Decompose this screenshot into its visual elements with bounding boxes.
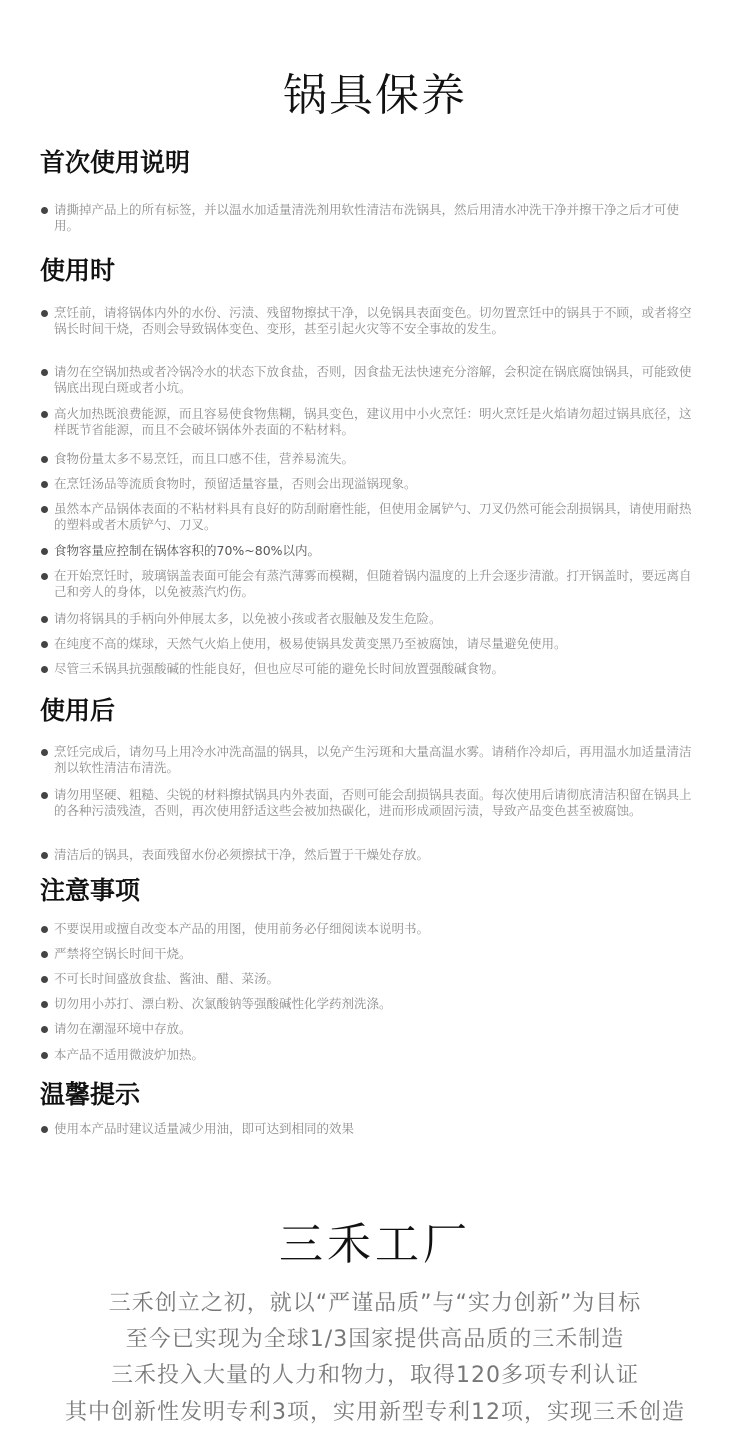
footer-line: 三禾投入大量的人力和物力，取得120多项专利认证 xyxy=(111,1363,639,1388)
bullet-icon xyxy=(41,310,48,317)
section-heading-precautions: 注意事项 xyxy=(40,876,141,905)
footer-line: 三禾创立之初，就以“严谨品质”与“实力创新”为目标 xyxy=(108,1291,642,1316)
bullet-icon xyxy=(41,1026,48,1033)
bullet-icon xyxy=(41,207,48,214)
list-item: 请勿将锅具的手柄向外伸展太多，以免被小孩或者衣服触及发生危险。 xyxy=(40,611,700,627)
bullet-icon xyxy=(41,411,48,418)
list-item: 烹饪完成后，请勿马上用冷水冲洗高温的锅具，以免产生污斑和大量高温水雾。请稍作冷却后，再用温水加适量清洁剂以软性清洁布清洗。 xyxy=(40,744,700,776)
bullet-icon xyxy=(41,456,48,463)
bullet-icon xyxy=(41,573,48,580)
list-item: 在纯度不高的煤球，天然气火焰上使用，极易使锅具发黄变黑乃至被腐蚀，请尽量避免使用。 xyxy=(40,636,700,652)
list-item: 烹饪前，请将锅体内外的水份、污渍、残留物擦拭干净，以免锅具表面变色。切勿置烹饪中的锅具于不顾，或者将空锅长时间干烧，否则会导致锅体变色、变形，甚至引起火灾等不安全事故的发生。 xyxy=(40,305,700,337)
list-item: 不要误用或擅自改变本产品的用图，使用前务必仔细阅读本说明书。 xyxy=(40,921,700,937)
bullet-icon xyxy=(41,976,48,983)
page-title: 锅具保养 xyxy=(283,70,467,121)
footer-line: 其中创新性发明专利3项，实用新型专利12项，实现三禾创造 xyxy=(65,1400,685,1425)
bullet-icon xyxy=(41,616,48,623)
bullet-icon xyxy=(41,951,48,958)
list-item: 高火加热既浪费能源，而且容易使食物焦糊，锅具变色，建议用中小火烹饪：明火烹饪是火焰请勿超过锅具底径，这样既节省能源，而且不会破坏锅体外表面的不粘材料。 xyxy=(40,406,700,438)
footer-title: 三禾工厂 xyxy=(279,1219,471,1270)
section-heading-first-use: 首次使用说明 xyxy=(40,148,191,177)
bullet-icon xyxy=(41,666,48,673)
list-item: 使用本产品时建议适量减少用油，即可达到相同的效果 xyxy=(40,1121,700,1137)
list-item: 清洁后的锅具，表面残留水份必须擦拭干净，然后置于干燥处存放。 xyxy=(40,847,700,863)
list-item: 食物份量太多不易烹饪，而且口感不佳，营养易流失。 xyxy=(40,451,700,467)
bullet-icon xyxy=(41,548,48,555)
list-item: 虽然本产品锅体表面的不粘材料具有良好的防刮耐磨性能，但使用金属铲勺、刀叉仍然可能会刮损锅具，请使用耐热的塑料或者木质铲勺、刀叉。 xyxy=(40,501,700,533)
list-item: 请勿用坚硬、粗糙、尖锐的材料擦拭锅具内外表面，否则可能会刮损锅具表面。每次使用后请彻底清洁积留在锅具上的各种污渍残渣，否则，再次使用舒适这些会被加热碳化，进而形成顽固污渍，导致产品变色甚至被腐蚀。 xyxy=(40,787,700,819)
bullet-icon xyxy=(41,1001,48,1008)
bullet-icon xyxy=(41,369,48,376)
list-item: 本产品不适用微波炉加热。 xyxy=(40,1047,700,1063)
bullet-icon xyxy=(41,926,48,933)
list-item: 请撕掉产品上的所有标签，并以温水加适量清洗剂用软性清洁布洗锅具，然后用清水冲洗干净并擦干净之后才可使用。 xyxy=(40,202,700,234)
list-item: 食物容量应控制在锅体容积的70%~80%以内。 xyxy=(40,543,700,559)
bullet-icon xyxy=(41,481,48,488)
list-item: 在烹饪汤品等流质食物时，预留适量容量，否则会出现溢锅现象。 xyxy=(40,476,700,492)
footer-line: 至今已实现为全球1/3国家提供高品质的三禾制造 xyxy=(125,1327,625,1352)
bullet-icon xyxy=(41,1126,48,1133)
bullet-icon xyxy=(41,506,48,513)
list-item: 切勿用小苏打、漂白粉、次氯酸钠等强酸碱性化学药剂洗涤。 xyxy=(40,996,700,1012)
list-item: 请勿在潮湿环境中存放。 xyxy=(40,1021,700,1037)
bullet-icon xyxy=(41,792,48,799)
bullet-icon xyxy=(41,749,48,756)
section-heading-during-use: 使用时 xyxy=(40,256,116,285)
bullet-icon xyxy=(41,1052,48,1059)
list-item: 不可长时间盛放食盐、酱油、醋、菜汤。 xyxy=(40,971,700,987)
list-item: 尽管三禾锅具抗强酸碱的性能良好，但也应尽可能的避免长时间放置强酸碱食物。 xyxy=(40,661,700,677)
list-item: 请勿在空锅加热或者冷锅冷水的状态下放食盐，否则，因食盐无法快速充分溶解，会积淀在锅底腐蚀锅具，可能致使锅底出现白斑或者小坑。 xyxy=(40,364,700,396)
section-heading-after-use: 使用后 xyxy=(40,696,116,725)
list-item: 严禁将空锅长时间干烧。 xyxy=(40,946,700,962)
bullet-icon xyxy=(41,852,48,859)
bullet-icon xyxy=(41,641,48,648)
list-item: 在开始烹饪时，玻璃锅盖表面可能会有蒸汽薄雾而模糊，但随着锅内温度的上升会逐步清澈。打开锅盖时，要远离自己和旁人的身体，以免被蒸汽灼伤。 xyxy=(40,568,700,600)
section-heading-tips: 温馨提示 xyxy=(40,1080,141,1109)
